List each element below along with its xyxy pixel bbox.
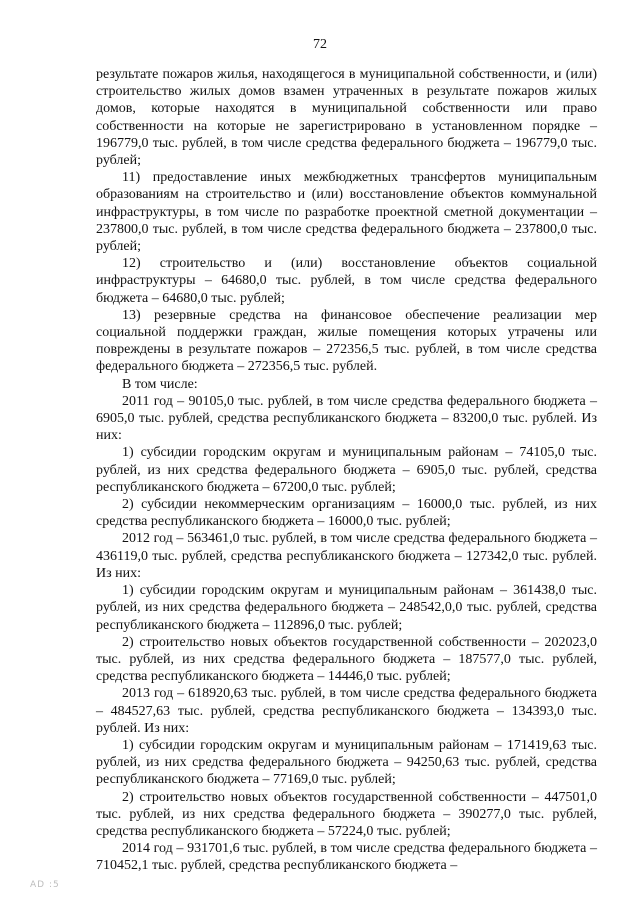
footer-mark: AD :5 bbox=[30, 880, 60, 890]
paragraph-2013-item-1: 1) субсидии городским округам и муниципальным районам – 171419,63 тыс. рублей, из них средства федерального бюджета – 94250,63 тыс. рублей, средства республиканского бюджета – 77169,0 тыс. рублей; bbox=[96, 737, 597, 788]
paragraph-year-2014: 2014 год – 931701,6 тыс. рублей, в том числе средства федерального бюджета – 710452,1 тыс. рублей, средства республиканского бюджета – bbox=[96, 841, 597, 874]
paragraph-year-2011: 2011 год – 90105,0 тыс. рублей, в том числе средства федерального бюджета – 6905,0 тыс. рублей, средства республиканского бюджета – 83200,0 тыс. рублей. Из них: bbox=[96, 393, 597, 444]
page-number: 72 bbox=[313, 37, 327, 52]
paragraph-item-11: 11) предоставление иных межбюджетных трансфертов муниципальным образованиям на строительство и (или) восстановление объектов коммунальной инфраструктуры, в том числе по разработке проектной сметной документации – 237800,0 тыс. рублей, в том числе средства федерального бюджета – 237800,0 тыс. рублей; bbox=[96, 170, 597, 255]
paragraph-including: В том числе: bbox=[122, 376, 198, 392]
paragraph-2013-item-2: 2) строительство новых объектов государственной собственности – 447501,0 тыс. рублей, из них средства федерального бюджета – 390277,0 тыс. рублей, средства республиканского бюджета – 57224,0 тыс. рублей; bbox=[96, 789, 597, 839]
paragraph-year-2013: 2013 год – 618920,63 тыс. рублей, в том числе средства федерального бюджета – 484527,63 тыс. рублей, средства республиканского бюджета – 134393,0 тыс. рублей. Из них: bbox=[96, 686, 597, 736]
paragraph-2011-item-1: 1) субсидии городским округам и муниципальным районам – 74105,0 тыс. рублей, из них средства федерального бюджета – 6905,0 тыс. рублей, средства республиканского бюджета – 67200,0 тыс. рублей; bbox=[96, 445, 597, 495]
paragraph-2012-item-1: 1) субсидии городским округам и муниципальным районам – 361438,0 тыс. рублей, из них средства федерального бюджета – 248542,0,0 тыс. рублей, средства республиканского бюджета – 112896,0 тыс. рублей; bbox=[96, 583, 597, 633]
paragraph-continuation: результате пожаров жилья, находящегося в муниципальной собственности, и (или) строительство жилых домов взамен утраченных в результате пожаров жилых домов, которые находятся в муниципальной собственности или право собственности на которые не зарегистрировано в установленном порядке – 196779,0 тыс. рублей, в том числе средства федерального бюджета – 196779,0 тыс. рублей; bbox=[96, 67, 597, 169]
paragraph-year-2012: 2012 год – 563461,0 тыс. рублей, в том числе средства федерального бюджета – 436119,0 тыс. рублей, средства республиканского бюджета – 127342,0 тыс. рублей. Из них: bbox=[96, 531, 597, 581]
paragraph-item-13: 13) резервные средства на финансовое обеспечение реализации мер социальной поддержки граждан, жилые помещения которых утрачены или повреждены в результате пожаров – 272356,5 тыс. рублей, в том числе средства федерального бюджета – 272356,5 тыс. рублей. bbox=[96, 307, 597, 375]
paragraph-2012-item-2: 2) строительство новых объектов государственной собственности – 202023,0 тыс. рублей, из них средства федерального бюджета – 187577,0 тыс. рублей, средства республиканского бюджета – 14446,0 тыс. рублей; bbox=[96, 634, 597, 685]
paragraph-2011-item-2: 2) субсидии некоммерческим организациям – 16000,0 тыс. рублей, из них средства республиканского бюджета – 16000,0 тыс. рублей; bbox=[96, 497, 597, 530]
paragraph-item-12: 12) строительство и (или) восстановление объектов социальной инфраструктуры – 64680,0 тыс. рублей, в том числе средства федерального бюджета – 64680,0 тыс. рублей; bbox=[96, 256, 597, 306]
document-body bbox=[96, 66, 597, 875]
